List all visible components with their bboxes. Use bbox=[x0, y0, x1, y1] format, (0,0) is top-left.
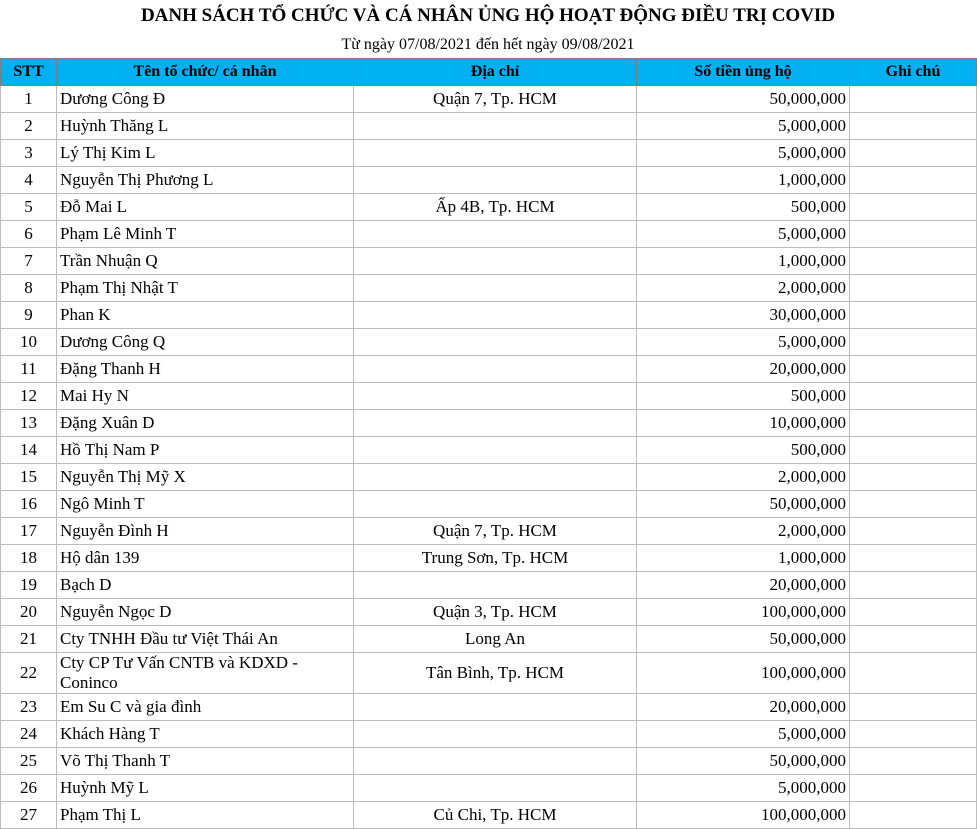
donor-name-cell[interactable]: Đỗ Mai L bbox=[57, 194, 354, 221]
table-row bbox=[1, 491, 977, 518]
amount-cell[interactable]: 50,000,000 bbox=[637, 626, 850, 653]
table-row bbox=[1, 572, 977, 599]
amount-cell[interactable]: 5,000,000 bbox=[637, 721, 850, 748]
stt-cell[interactable]: 15 bbox=[1, 464, 57, 491]
stt-cell[interactable]: 13 bbox=[1, 410, 57, 437]
address-cell[interactable] bbox=[354, 329, 637, 356]
donor-name-cell[interactable]: Mai Hy N bbox=[57, 383, 354, 410]
table-row bbox=[1, 167, 977, 194]
amount-cell[interactable]: 5,000,000 bbox=[637, 775, 850, 802]
amount-cell[interactable]: 50,000,000 bbox=[637, 748, 850, 775]
note-cell[interactable] bbox=[850, 464, 977, 491]
note-cell[interactable] bbox=[850, 140, 977, 167]
amount-cell[interactable]: 100,000,000 bbox=[637, 802, 850, 829]
donor-name-cell[interactable]: Nguyễn Thị Mỹ X bbox=[57, 464, 354, 491]
header-row bbox=[1, 59, 977, 86]
stt-cell[interactable]: 25 bbox=[1, 748, 57, 775]
amount-cell[interactable]: 500,000 bbox=[637, 437, 850, 464]
amount-cell[interactable]: 20,000,000 bbox=[637, 572, 850, 599]
stt-cell[interactable]: 26 bbox=[1, 775, 57, 802]
stt-cell[interactable]: 11 bbox=[1, 356, 57, 383]
note-cell[interactable] bbox=[850, 221, 977, 248]
note-cell[interactable] bbox=[850, 721, 977, 748]
table-row bbox=[1, 518, 977, 545]
donor-name-cell[interactable]: Phạm Thị Nhật T bbox=[57, 275, 354, 302]
donor-name-cell[interactable]: Phạm Lê Minh T bbox=[57, 221, 354, 248]
date-range-subtitle: Từ ngày 07/08/2021 đến hết ngày 09/08/2021 bbox=[341, 36, 635, 53]
address-cell[interactable] bbox=[354, 437, 637, 464]
table-row bbox=[1, 356, 977, 383]
donor-name-cell[interactable]: Lý Thị Kim L bbox=[57, 140, 354, 167]
donor-name-cell[interactable]: Đặng Thanh H bbox=[57, 356, 354, 383]
table-row bbox=[1, 721, 977, 748]
note-cell[interactable] bbox=[850, 775, 977, 802]
note-cell[interactable] bbox=[850, 248, 977, 275]
address-cell[interactable] bbox=[354, 221, 637, 248]
note-cell[interactable] bbox=[850, 410, 977, 437]
note-cell[interactable] bbox=[850, 194, 977, 221]
stt-cell[interactable]: 24 bbox=[1, 721, 57, 748]
donor-name-cell[interactable]: Cty CP Tư Vấn CNTB và KDXD - Coninco bbox=[57, 653, 354, 694]
note-cell[interactable] bbox=[850, 694, 977, 721]
amount-cell[interactable]: 50,000,000 bbox=[637, 491, 850, 518]
column-header-address[interactable]: Địa chỉ bbox=[354, 59, 637, 86]
stt-cell[interactable]: 5 bbox=[1, 194, 57, 221]
amount-cell[interactable]: 100,000,000 bbox=[637, 653, 850, 694]
table-row bbox=[1, 383, 977, 410]
stt-cell[interactable]: 21 bbox=[1, 626, 57, 653]
note-cell[interactable] bbox=[850, 748, 977, 775]
note-cell[interactable] bbox=[850, 437, 977, 464]
amount-cell[interactable]: 1,000,000 bbox=[637, 248, 850, 275]
table-row bbox=[1, 86, 977, 113]
amount-cell[interactable]: 5,000,000 bbox=[637, 221, 850, 248]
stt-cell[interactable]: 23 bbox=[1, 694, 57, 721]
donor-name-cell[interactable]: Phan K bbox=[57, 302, 354, 329]
donor-name-cell[interactable]: Huỳnh Mỹ L bbox=[57, 775, 354, 802]
note-cell[interactable] bbox=[850, 302, 977, 329]
amount-cell[interactable]: 100,000,000 bbox=[637, 599, 850, 626]
table-row bbox=[1, 221, 977, 248]
note-cell[interactable] bbox=[850, 329, 977, 356]
stt-cell[interactable]: 27 bbox=[1, 802, 57, 829]
donor-name-cell[interactable]: Bạch D bbox=[57, 572, 354, 599]
stt-cell[interactable]: 2 bbox=[1, 113, 57, 140]
amount-cell[interactable]: 30,000,000 bbox=[637, 302, 850, 329]
note-cell[interactable] bbox=[850, 802, 977, 829]
note-cell[interactable] bbox=[850, 86, 977, 113]
address-cell[interactable]: Quận 7, Tp. HCM bbox=[354, 518, 637, 545]
stt-cell[interactable]: 10 bbox=[1, 329, 57, 356]
table-row bbox=[1, 464, 977, 491]
amount-cell[interactable]: 5,000,000 bbox=[637, 140, 850, 167]
column-header-amount[interactable]: Số tiền ủng hộ bbox=[637, 59, 850, 86]
stt-cell[interactable]: 14 bbox=[1, 437, 57, 464]
page-title: DANH SÁCH TỔ CHỨC VÀ CÁ NHÂN ỦNG HỘ HOẠT ĐỘNG ĐIỀU TRỊ COVID bbox=[140, 5, 836, 26]
amount-cell[interactable]: 500,000 bbox=[637, 194, 850, 221]
address-cell[interactable] bbox=[354, 775, 637, 802]
table-row bbox=[1, 437, 977, 464]
table-row bbox=[1, 194, 977, 221]
note-cell[interactable] bbox=[850, 572, 977, 599]
address-cell[interactable] bbox=[354, 383, 637, 410]
note-cell[interactable] bbox=[850, 653, 977, 694]
stt-cell[interactable]: 7 bbox=[1, 248, 57, 275]
note-cell[interactable] bbox=[850, 167, 977, 194]
donor-table bbox=[0, 58, 977, 829]
donor-name-cell[interactable]: Ngô Minh T bbox=[57, 491, 354, 518]
stt-cell[interactable]: 1 bbox=[1, 86, 57, 113]
column-header-name[interactable]: Tên tổ chức/ cá nhân bbox=[57, 59, 354, 86]
donor-name-cell[interactable]: Trần Nhuận Q bbox=[57, 248, 354, 275]
address-cell[interactable]: Quận 3, Tp. HCM bbox=[354, 599, 637, 626]
donor-name-cell[interactable]: Nguyễn Ngọc D bbox=[57, 599, 354, 626]
stt-cell[interactable]: 18 bbox=[1, 545, 57, 572]
address-cell[interactable] bbox=[354, 302, 637, 329]
stt-cell[interactable]: 17 bbox=[1, 518, 57, 545]
address-cell[interactable] bbox=[354, 275, 637, 302]
note-cell[interactable] bbox=[850, 545, 977, 572]
table-row bbox=[1, 545, 977, 572]
note-cell[interactable] bbox=[850, 113, 977, 140]
donor-name-cell[interactable]: Nguyễn Đình H bbox=[57, 518, 354, 545]
donor-name-cell[interactable]: Dương Công Q bbox=[57, 329, 354, 356]
table-row bbox=[1, 329, 977, 356]
amount-cell[interactable]: 1,000,000 bbox=[637, 545, 850, 572]
stt-cell[interactable]: 6 bbox=[1, 221, 57, 248]
address-cell[interactable]: Quận 7, Tp. HCM bbox=[354, 86, 637, 113]
address-cell[interactable] bbox=[354, 167, 637, 194]
address-cell[interactable] bbox=[354, 356, 637, 383]
stt-cell[interactable]: 12 bbox=[1, 383, 57, 410]
address-cell[interactable] bbox=[354, 464, 637, 491]
address-cell[interactable] bbox=[354, 694, 637, 721]
stt-cell[interactable]: 19 bbox=[1, 572, 57, 599]
donor-name-cell[interactable]: Khách Hàng T bbox=[57, 721, 354, 748]
note-cell[interactable] bbox=[850, 383, 977, 410]
address-cell[interactable] bbox=[354, 140, 637, 167]
stt-cell[interactable]: 16 bbox=[1, 491, 57, 518]
table-row bbox=[1, 275, 977, 302]
address-cell[interactable] bbox=[354, 248, 637, 275]
table-row bbox=[1, 302, 977, 329]
amount-cell[interactable]: 2,000,000 bbox=[637, 518, 850, 545]
donor-name-cell[interactable]: Hồ Thị Nam P bbox=[57, 437, 354, 464]
address-cell[interactable]: Củ Chi, Tp. HCM bbox=[354, 802, 637, 829]
table-row bbox=[1, 802, 977, 829]
stt-cell[interactable]: 4 bbox=[1, 167, 57, 194]
table-row bbox=[1, 626, 977, 653]
column-header-stt[interactable]: STT bbox=[1, 59, 57, 86]
address-cell[interactable] bbox=[354, 113, 637, 140]
table-row bbox=[1, 599, 977, 626]
address-cell[interactable] bbox=[354, 748, 637, 775]
amount-cell[interactable]: 5,000,000 bbox=[637, 113, 850, 140]
donor-name-cell[interactable]: Phạm Thị L bbox=[57, 802, 354, 829]
address-cell[interactable]: Trung Sơn, Tp. HCM bbox=[354, 545, 637, 572]
stt-cell[interactable]: 3 bbox=[1, 140, 57, 167]
table-row bbox=[1, 248, 977, 275]
note-cell[interactable] bbox=[850, 518, 977, 545]
amount-cell[interactable]: 5,000,000 bbox=[637, 329, 850, 356]
table-row bbox=[1, 748, 977, 775]
amount-cell[interactable]: 50,000,000 bbox=[637, 86, 850, 113]
table-row bbox=[1, 653, 977, 694]
donor-name-cell[interactable]: Võ Thị Thanh T bbox=[57, 748, 354, 775]
amount-cell[interactable]: 500,000 bbox=[637, 383, 850, 410]
note-cell[interactable] bbox=[850, 626, 977, 653]
address-cell[interactable] bbox=[354, 721, 637, 748]
address-cell[interactable]: Long An bbox=[354, 626, 637, 653]
amount-cell[interactable]: 10,000,000 bbox=[637, 410, 850, 437]
stt-cell[interactable]: 9 bbox=[1, 302, 57, 329]
donor-name-cell[interactable]: Nguyễn Thị Phương L bbox=[57, 167, 354, 194]
stt-cell[interactable]: 20 bbox=[1, 599, 57, 626]
column-header-note[interactable]: Ghi chú bbox=[850, 59, 977, 86]
table-row bbox=[1, 410, 977, 437]
donor-name-cell[interactable]: Em Su C và gia đình bbox=[57, 694, 354, 721]
note-cell[interactable] bbox=[850, 275, 977, 302]
address-cell[interactable] bbox=[354, 491, 637, 518]
amount-cell[interactable]: 20,000,000 bbox=[637, 694, 850, 721]
donor-name-cell[interactable]: Đặng Xuân D bbox=[57, 410, 354, 437]
donor-name-cell[interactable]: Cty TNHH Đầu tư Việt Thái An bbox=[57, 626, 354, 653]
table-row bbox=[1, 694, 977, 721]
amount-cell[interactable]: 2,000,000 bbox=[637, 464, 850, 491]
note-cell[interactable] bbox=[850, 491, 977, 518]
amount-cell[interactable]: 1,000,000 bbox=[637, 167, 850, 194]
amount-cell[interactable]: 20,000,000 bbox=[637, 356, 850, 383]
note-cell[interactable] bbox=[850, 599, 977, 626]
address-cell[interactable] bbox=[354, 572, 637, 599]
donor-name-cell[interactable]: Dương Công Đ bbox=[57, 86, 354, 113]
stt-cell[interactable]: 22 bbox=[1, 653, 57, 694]
amount-cell[interactable]: 2,000,000 bbox=[637, 275, 850, 302]
donor-name-cell[interactable]: Hộ dân 139 bbox=[57, 545, 354, 572]
table-body bbox=[1, 86, 977, 829]
table-row bbox=[1, 113, 977, 140]
donor-name-cell[interactable]: Huỳnh Thăng L bbox=[57, 113, 354, 140]
address-cell[interactable]: Tân Bình, Tp. HCM bbox=[354, 653, 637, 694]
note-cell[interactable] bbox=[850, 356, 977, 383]
stt-cell[interactable]: 8 bbox=[1, 275, 57, 302]
table-row bbox=[1, 140, 977, 167]
table-row bbox=[1, 775, 977, 802]
address-cell[interactable]: Ấp 4B, Tp. HCM bbox=[354, 194, 637, 221]
address-cell[interactable] bbox=[354, 410, 637, 437]
